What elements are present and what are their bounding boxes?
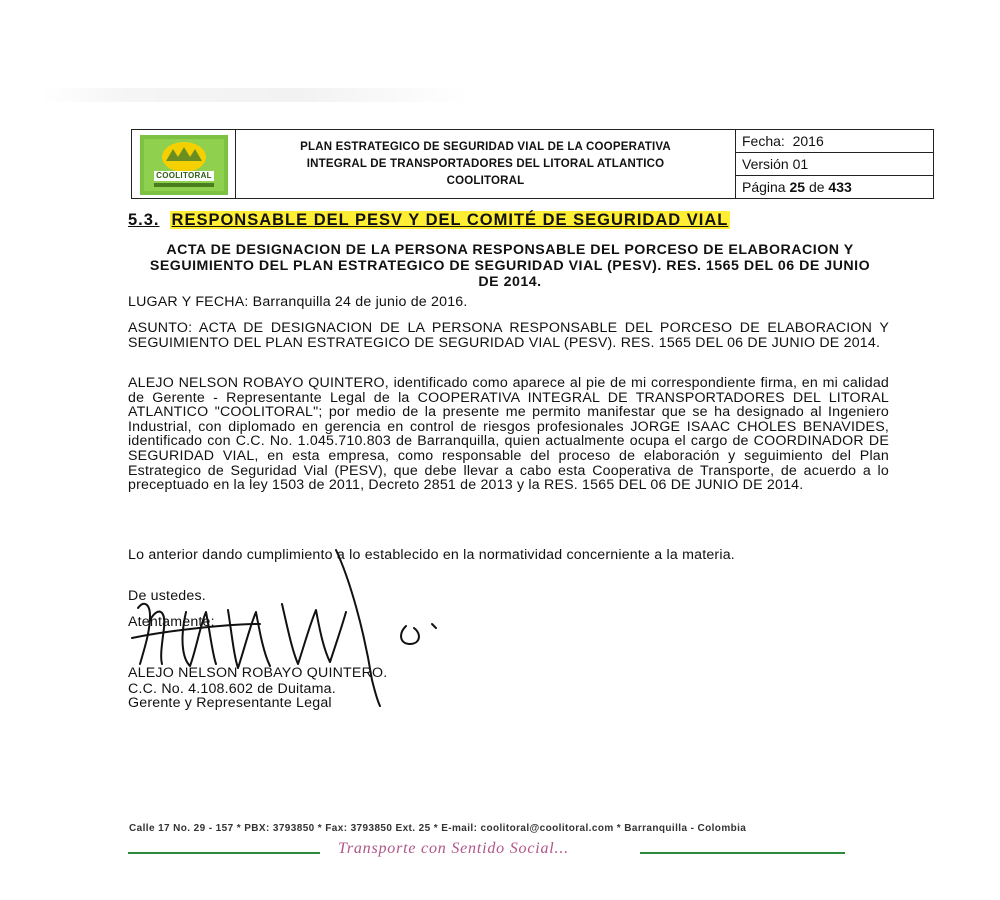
signer-name: ALEJO NELSON ROBAYO QUINTERO. [128, 665, 388, 681]
section-heading [128, 211, 730, 230]
pagina-num: 25 [789, 179, 806, 195]
coolitoral-logo [140, 135, 228, 195]
cumplimiento-paragraph: Lo anterior dando cumplimiento a lo establecido en la normatividad concerniente a la materia. [128, 547, 735, 563]
footer-address: Calle 17 No. 29 - 157 * PBX: 3793850 * Fax: 3793850 Ext. 25 * E-mail: coolitoral@coolitoral.com * Barranquilla - Colombia [129, 823, 747, 834]
version-text: Versión 01 [742, 156, 809, 172]
header-version [736, 153, 933, 176]
pagina-label: Página [742, 179, 786, 195]
document-header [131, 129, 934, 199]
logo-text: COOLITORAL [156, 171, 212, 180]
section-title: RESPONSABLE DEL PESV Y DEL COMITÉ DE SEGURIDAD VIAL [171, 211, 729, 229]
scan-smudge [40, 88, 470, 102]
lugar-fecha: LUGAR Y FECHA: Barranquilla 24 de junio de 2016. [128, 294, 468, 310]
pagina-total: 433 [828, 179, 852, 195]
asunto-paragraph: ASUNTO: ACTA DE DESIGNACION DE LA PERSONA RESPONSABLE DEL PORCESO DE ELABORACION Y SEGUIMIENTO DEL PLAN ESTRATEGICO DE SEGURIDAD VIAL (PESV). RES. 1565 DEL 06 DE JUNIO DE 2014. [128, 320, 889, 351]
body-paragraph: ALEJO NELSON ROBAYO QUINTERO, identificado como aparece al pie de mi correspondiente firma, en mi calidad de Gerente - Representante Legal de la COOPERATIVA INTEGRAL DE TRANSPORTADORES DEL LITORAL ATLANTICO "COOLITORAL"; por medio de la presente me permito manifestar que se ha designado al Ingeniero Industrial, con diplomado en gerencia en control de riesgos profesionales JORGE ISAAC CHOLES BENAVIDES, identificado con C.C. No. 1.045.710.803 de Barranquilla, quien actualmente ocupa el cargo de COORDINADOR DE SEGURIDAD VIAL, en esta empresa, como responsable del proceso de elaboración y seguimiento del Plan Estrategico de Seguridad Vial (PESV), que debe llevar a cabo esta Cooperativa de Transporte, de acuerdo a lo preceptuado en la ley 1503 de 2011, Decreto 2851 de 2013 y la RES. 1565 DEL 06 DE JUNIO DE 2014. [128, 375, 889, 494]
signer-cc: C.C. No. 4.108.602 de Duitama. [128, 681, 336, 697]
pagina-de: de [808, 179, 825, 195]
acta-title: ACTA DE DESIGNACION DE LA PERSONA RESPONSABLE DEL PORCESO DE ELABORACION Y SEGUIMIENTO DEL PLAN ESTRATEGICO DE SEGURIDAD VIAL (PESV). RES. 1565 DEL 06 DE JUNIO DE 2014. [149, 242, 871, 290]
signer-role: Gerente y Representante Legal [128, 695, 332, 711]
atentamente: Atentamente: [128, 614, 215, 630]
footer-line-left [128, 852, 320, 854]
header-title-cell [236, 130, 736, 198]
footer-line-right [640, 852, 845, 854]
header-pagina [736, 176, 933, 198]
logo-cell [132, 130, 236, 198]
header-title: PLAN ESTRATEGICO DE SEGURIDAD VIAL DE LA COOPERATIVA INTEGRAL DE TRANSPORTADORES DEL LITORAL ATLANTICO COOLITORAL [300, 140, 671, 187]
fecha-label: Fecha: [742, 133, 785, 149]
de-ustedes: De ustedes. [128, 588, 206, 604]
fecha-value: 2016 [792, 133, 824, 149]
footer-slogan: Transporte con Sentido Social... [338, 840, 569, 857]
section-number: 5.3. [128, 211, 160, 229]
header-fecha [736, 130, 933, 153]
